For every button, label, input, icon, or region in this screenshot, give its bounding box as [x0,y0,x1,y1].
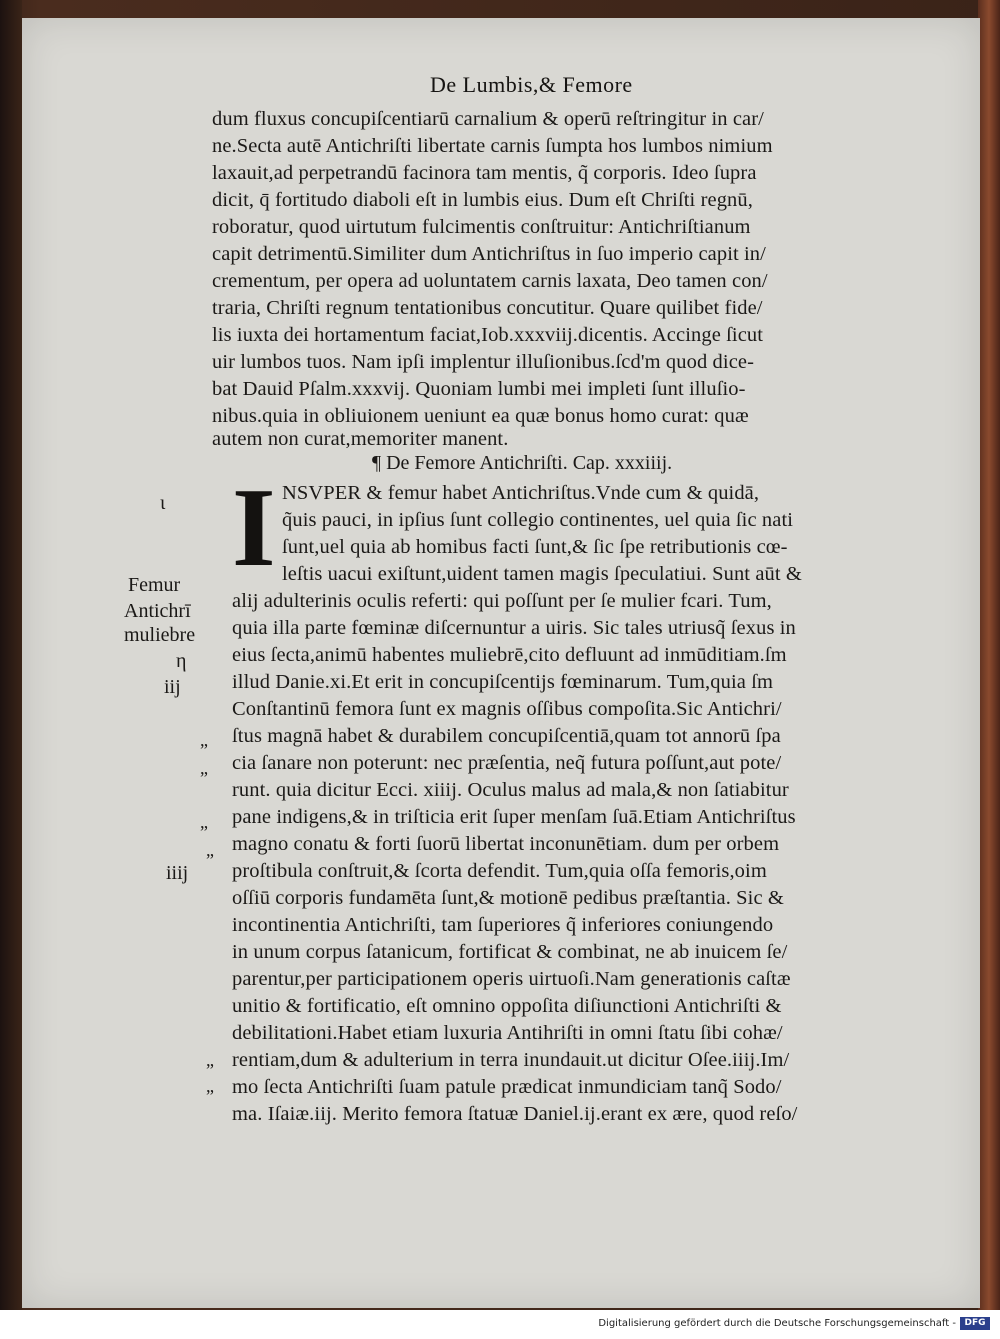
margin-quote-mark: „ [200,812,208,832]
text-line: NSVPER & femur habet Antichriſtus.Vnde cum & quidā, [282,482,760,504]
text-line: quia illa parte fœminæ diſcernuntur a uiris. Sic tales utriusq̃ ſexus in [232,617,796,639]
text-line: alij adulterinis oculis referti: qui poſſunt per ſe mulier fcari. Tum, [232,590,772,612]
margin-quote-mark: „ [206,1076,214,1096]
text-line: lis iuxta dei hortamentum faciat,Iob.xxxviij.dicentis. Accinge ſicut [212,324,764,346]
text-line: debilitationi.Habet etiam luxuria Antihriſti in omni ſtatu ſibi cohæ/ [232,1022,783,1044]
drop-cap-initial: I [232,466,276,590]
margin-note: iiij [166,862,189,884]
text-line: nibus.quia in obliuionem ueniunt ea quæ bonus homo curat: quæ [212,405,749,427]
book-edge-right [978,0,1000,1310]
text-line: unitio & fortificatio, eſt omnino oppoſita diſiunctioni Antichriſti & [232,995,782,1017]
text-line: autem non curat,memoriter manent. [212,428,509,450]
text-line: pane indigens,& in triſticia erit ſuper menſam ſuā.Etiam Antichriſtus [232,806,796,828]
text-line: ſtus magnā habet & durabilem concupiſcentiā,quam tot annorū ſpa [232,725,781,747]
text-line: dicit, q̄ fortitudo diaboli eſt in lumbis eius. Dum eſt Chriſti regnū, [212,189,753,211]
dfg-logo: DFG [960,1317,990,1330]
text-line: ne.Secta autē Antichriſti libertate carnis ſumpta hos lumbos nimium [212,135,773,157]
text-line: q̃uis pauci, in ipſius ſunt collegio continentes, uel quia ſic nati [282,509,794,531]
margin-quote-mark: „ [206,840,214,860]
running-head: De Lumbis,& Femore [430,72,633,97]
text-line: laxauit,ad perpetrandū facinora tam mentis, q̃ corporis. Ideo ſupra [212,162,757,184]
margin-quote-mark: „ [200,758,208,778]
text-line: crementum, per opera ad uoluntatem carnis laxata, Deo tamen con/ [212,270,768,292]
text-line: traria, Chriſti regnum tentationibus concutitur. Quare quilibet fide/ [212,297,763,319]
text-line: oſſiū corporis fundamēta ſunt,& motionē pedibus præſtantia. Sic & [232,887,784,909]
text-line: capit detrimentū.Similiter dum Antichriſtus in ſuo imperio capit in/ [212,243,766,265]
text-line: bat Dauid Pſalm.xxxvij. Quoniam lumbi mei impleti ſunt illuſio- [212,378,746,400]
text-line: roboratur, quod uirtutum fulcimentis conſtruitur: Antichriſtianum [212,216,751,238]
text-line: rentiam,dum & adulterium in terra inundauit.ut dicitur Oſee.iiij.Im/ [232,1049,790,1071]
text-line: uir lumbos tuos. Nam ipſi implentur illuſionibus.ſcd'm quod dice- [212,351,755,373]
chapter-heading: ¶ De Femore Antichriſti. Cap. xxxiiij. [372,452,673,474]
text-line: ma. Iſaiæ.iij. Merito femora ſtatuæ Daniel.ij.erant ex ære, quod reſo/ [232,1103,798,1125]
margin-note: Femur [128,574,181,596]
footer-bar [0,1310,1000,1339]
margin-note: η [176,650,187,672]
margin-note: iij [164,676,181,698]
text-line: magno conatu & forti ſuorū libertat inconunētiam. dum per orbem [232,833,780,855]
text-line: illud Danie.xi.Et erit in concupiſcentijs fœminarum. Tum,quia ſm [232,671,774,693]
text-line: leſtis uacui exiſtunt,uident tamen magis ſpeculatiui. Sunt aūt & [282,563,802,585]
margin-quote-mark: „ [206,1050,214,1070]
text-line: runt. quia dicitur Ecci. xiiij. Oculus malus ad mala,& non ſatiabitur [232,779,789,801]
text-line: eius ſecta,animū habentes muliebrē,cito defluunt ad inmūditiam.ſm [232,644,787,666]
text-line: cia ſanare non poterunt: nec præſentia, neq̃ futura poſſunt,aut pote/ [232,752,782,774]
text-line: mo ſecta Antichriſti ſuam patule prædicat inmundiciam tanq̃ Sodo/ [232,1076,782,1098]
footer-credit: Digitalisierung gefördert durch die Deutsche Forschungsgemeinschaft - [598,1318,956,1329]
text-line: ſunt,uel quia ab homibus facti ſunt,& ſic ſpe retributionis cœ- [282,536,788,558]
book-edge-left [0,0,22,1310]
text-line: dum fluxus concupiſcentiarū carnalium & operū reſtringitur in car/ [212,108,764,130]
margin-note: Antichrī [124,600,191,622]
margin-quote-mark: „ [200,730,208,750]
margin-note: muliebre [124,624,196,646]
text-line: in unum corpus ſatanicum, fortificat & combinat, ne ab inuicem ſe/ [232,941,788,963]
text-line: incontinentia Antichriſti, tam ſuperiores q̃ inferiores coniungendo [232,914,774,936]
margin-note: ι [160,492,166,514]
text-line: proſtibula conſtruit,& ſcorta defendit. Tum,quia oſſa femoris,oim [232,860,767,882]
text-line: Conſtantinū femora ſunt ex magnis oſſibus compoſita.Sic Antichri/ [232,698,782,720]
text-line: parentur,per participationem operis uirtuoſi.Nam generationis caſtæ [232,968,791,990]
